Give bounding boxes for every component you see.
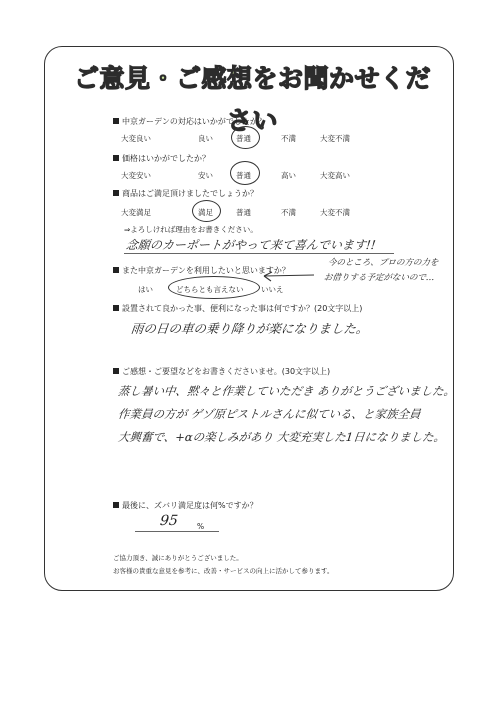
page-title: ご意見・ご感想をお聞かせください [73,64,431,135]
square-bullet-icon [113,368,119,374]
q3-option-5[interactable]: 大変不満 [320,208,350,217]
q3-option-1[interactable]: 大変満足 [121,208,151,217]
q4-option-2[interactable]: どちらとも言えない [176,285,244,294]
square-bullet-icon [113,502,119,508]
q3-answer-underline [124,253,394,254]
question-6 [113,366,330,377]
q6-answer-line-2[interactable]: 作業員の方が ゲゾ原ピストルさんに似ている、と家族全員 [117,407,422,421]
question-1-label: 中京ガーデンの対応はいかがでしたか？ [122,117,266,126]
square-bullet-icon [113,267,119,273]
q3-reason-label: ⇒よろしければ理由をお書きください。 [124,225,258,234]
arrow-left-icon [256,270,316,284]
question-7 [113,500,258,511]
q3-option-2[interactable]: 満足 [198,208,213,217]
q1-selection-circle [231,126,260,149]
footer-line-1: ご協力頂き、誠にありがとうございました。 [113,554,243,562]
question-7-label: 最後に、ズバリ満足度は何%ですか？ [122,501,258,510]
question-2-label: 価格はいかがでしたか？ [122,154,210,163]
question-3 [113,188,258,199]
question-5 [113,303,362,314]
square-bullet-icon [113,155,119,161]
satisfaction-underline [135,531,219,532]
q6-answer-line-1[interactable]: 蒸し暑い中、黙々と作業していただき ありがとうございました。 [117,384,456,398]
satisfaction-value[interactable]: 95 [159,513,179,529]
q3-reason-answer[interactable]: 念願のカーポートがやって来て喜んでいます!! [125,238,377,252]
q2-option-4[interactable]: 高い [281,171,296,180]
q2-option-2[interactable]: 安い [198,171,213,180]
q1-option-4[interactable]: 不満 [281,134,296,143]
q1-option-5[interactable]: 大変不満 [320,134,350,143]
q1-option-3[interactable]: 普通 [236,134,251,143]
q2-option-3[interactable]: 普通 [236,171,251,180]
question-6-label: ご感想・ご要望などをお書きくださいませ。(30文字以上) [122,367,331,376]
question-2 [113,153,210,164]
q5-answer[interactable]: 雨の日の車の乗り降りが楽になりました。 [130,321,370,336]
q3-selection-circle [192,200,221,222]
q6-answer-line-3[interactable]: 大興奮で、+αの楽しみがあり 大変充実した1日になりました。 [117,430,446,444]
question-5-label: 設置されて良かった事、便利になった事は何ですか？(20文字以上) [122,304,363,313]
q2-option-5[interactable]: 大変高い [320,171,350,180]
q1-option-1[interactable]: 大変良い [121,134,151,143]
satisfaction-unit: % [197,522,205,531]
q2-option-1[interactable]: 大変安い [121,171,151,180]
q4-option-1[interactable]: はい [138,285,153,294]
q3-option-4[interactable]: 不満 [281,208,296,217]
square-bullet-icon [113,190,119,196]
question-3-label: 商品はご満足頂けましたでしょうか？ [122,189,258,198]
question-4-label: また中京ガーデンを利用したいと思いますか？ [122,266,290,275]
q3-option-3[interactable]: 普通 [236,208,251,217]
q2-selection-circle [230,161,260,185]
q1-option-2[interactable]: 良い [198,134,213,143]
q4-note-line-1: 今のところ、プロの方の力を [327,258,439,268]
square-bullet-icon [113,305,119,311]
square-bullet-icon [113,118,119,124]
q4-option-3[interactable]: いいえ [261,285,284,294]
q4-selection-circle [168,276,260,299]
footer-line-2: お客様の貴重な意見を参考に、改善・サービスの向上に活かして参ります。 [113,567,334,575]
q4-note-line-2: お借りする予定がないので… [323,273,435,283]
